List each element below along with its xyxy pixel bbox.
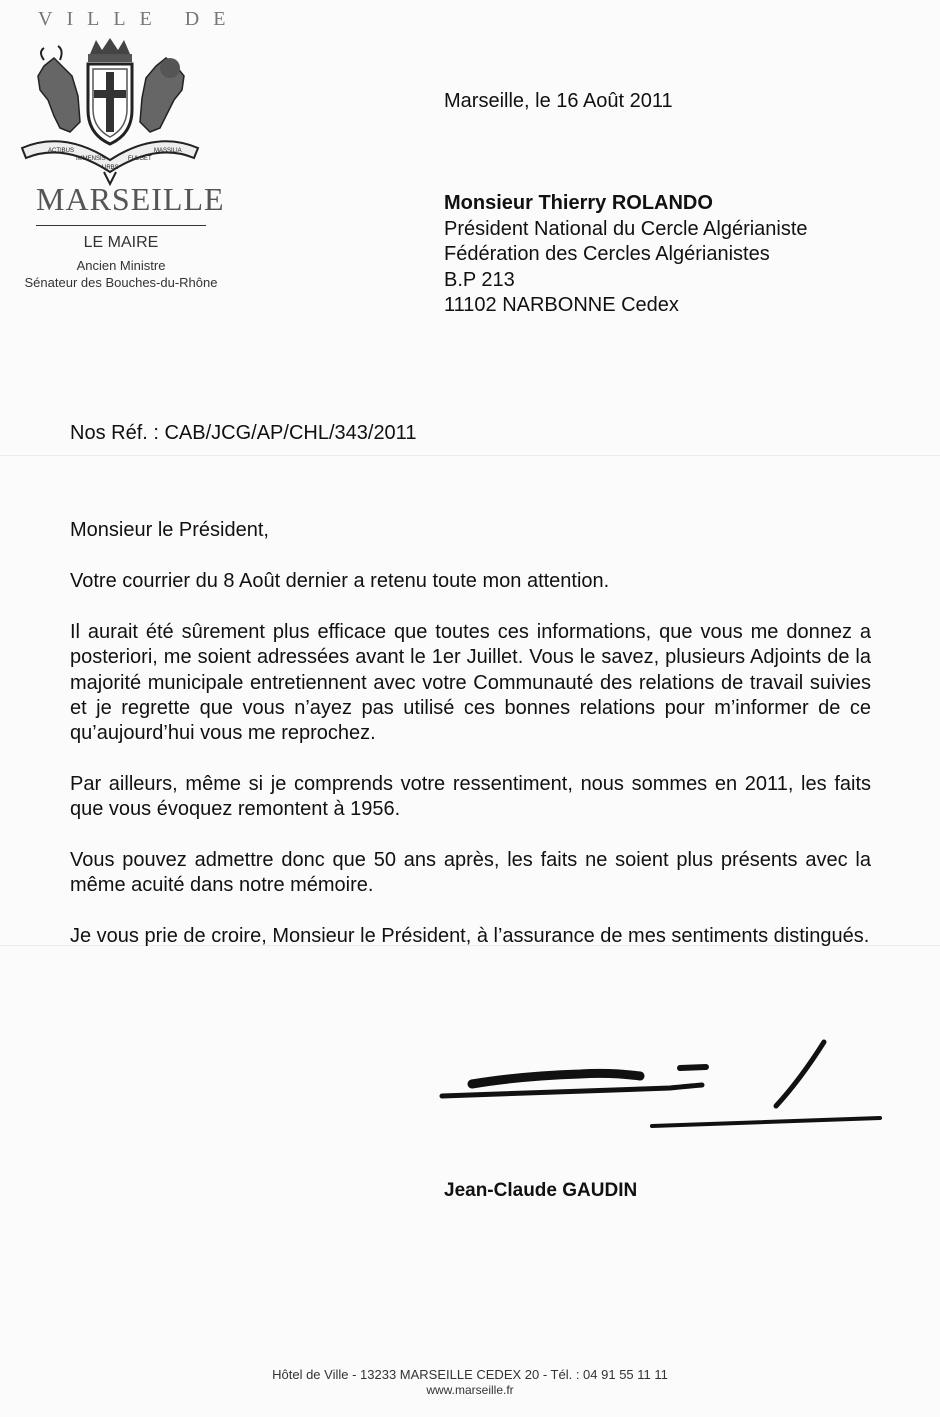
letter-paragraph: Par ailleurs, même si je comprends votre ressentiment, nous sommes en 2011, les faits que vous évoquez remontent à 1956. — [70, 773, 871, 821]
letterhead-subtitle: Sénateur des Bouches-du-Rhône — [24, 275, 218, 290]
letterhead-city: MARSEILLE — [36, 181, 225, 217]
footer-address: Hôtel de Ville - 13233 MARSEILLE CEDEX 20 - Tél. : 04 91 55 11 11 — [272, 1367, 668, 1382]
letterhead-subtitle: Ancien Ministre — [76, 258, 166, 273]
letter-date: Marseille, le 16 Août 2011 — [444, 90, 673, 112]
recipient-line: B.P 213 — [444, 268, 515, 291]
recipient-address — [444, 191, 808, 319]
signer-name: Jean-Claude GAUDIN — [444, 1180, 638, 1201]
crest-motto-text: FULGET — [128, 156, 152, 162]
paper-fold-line — [0, 455, 940, 456]
letter-reference: Nos Réf. : CAB/JCG/AP/CHL/343/2011 — [70, 422, 417, 444]
recipient-line: 11102 NARBONNE Cedex — [444, 294, 679, 316]
crest-motto-text: URBS — [102, 165, 119, 171]
letterhead-divider — [36, 225, 206, 226]
crest-motto-text: ACTIBUS — [48, 148, 75, 154]
marseille-coat-of-arms-icon — [14, 36, 206, 186]
recipient-line: Président National du Cercle Algérianiste — [444, 217, 808, 240]
letter-paragraph: Votre courrier du 8 Août dernier a retenu toute mon attention. — [70, 570, 610, 592]
letter-salutation: Monsieur le Président, — [70, 519, 269, 541]
letter-paragraph: Je vous prie de croire, Monsieur le Président, à l’assurance de mes sentiments distingués. — [70, 925, 870, 947]
crest-motto-text: MASSILIA — [154, 148, 182, 154]
recipient-line: Fédération des Cercles Algérianistes — [444, 243, 770, 265]
crest-motto-text: IMMENSIS — [76, 156, 106, 162]
letter-paragraph: Vous pouvez admettre donc que 50 ans après, les faits ne soient plus présents avec la même acuité dans notre mémoire. — [70, 849, 871, 897]
footer-website: www.marseille.fr — [426, 1383, 514, 1397]
handwritten-signature — [430, 1030, 900, 1140]
letter-paragraph: Il aurait été sûrement plus efficace que toutes ces informations, que vous me donnez a posteriori, me soient adressées avant le 1er Juillet. Vous le savez, plusieurs Adjoints de la majorité municipale entretiennent avec votre Communauté des relations de travail suivies et je regrette que vous n’ayez pas utilisé ces bonnes relations pour m’informer de ce qu’aujourd’hui vous me reprochez. — [70, 621, 871, 745]
letterhead-ville-de: VILLE DE — [38, 8, 240, 30]
letterhead-title: LE MAIRE — [83, 234, 159, 251]
recipient-name: Monsieur Thierry ROLANDO — [444, 192, 713, 214]
